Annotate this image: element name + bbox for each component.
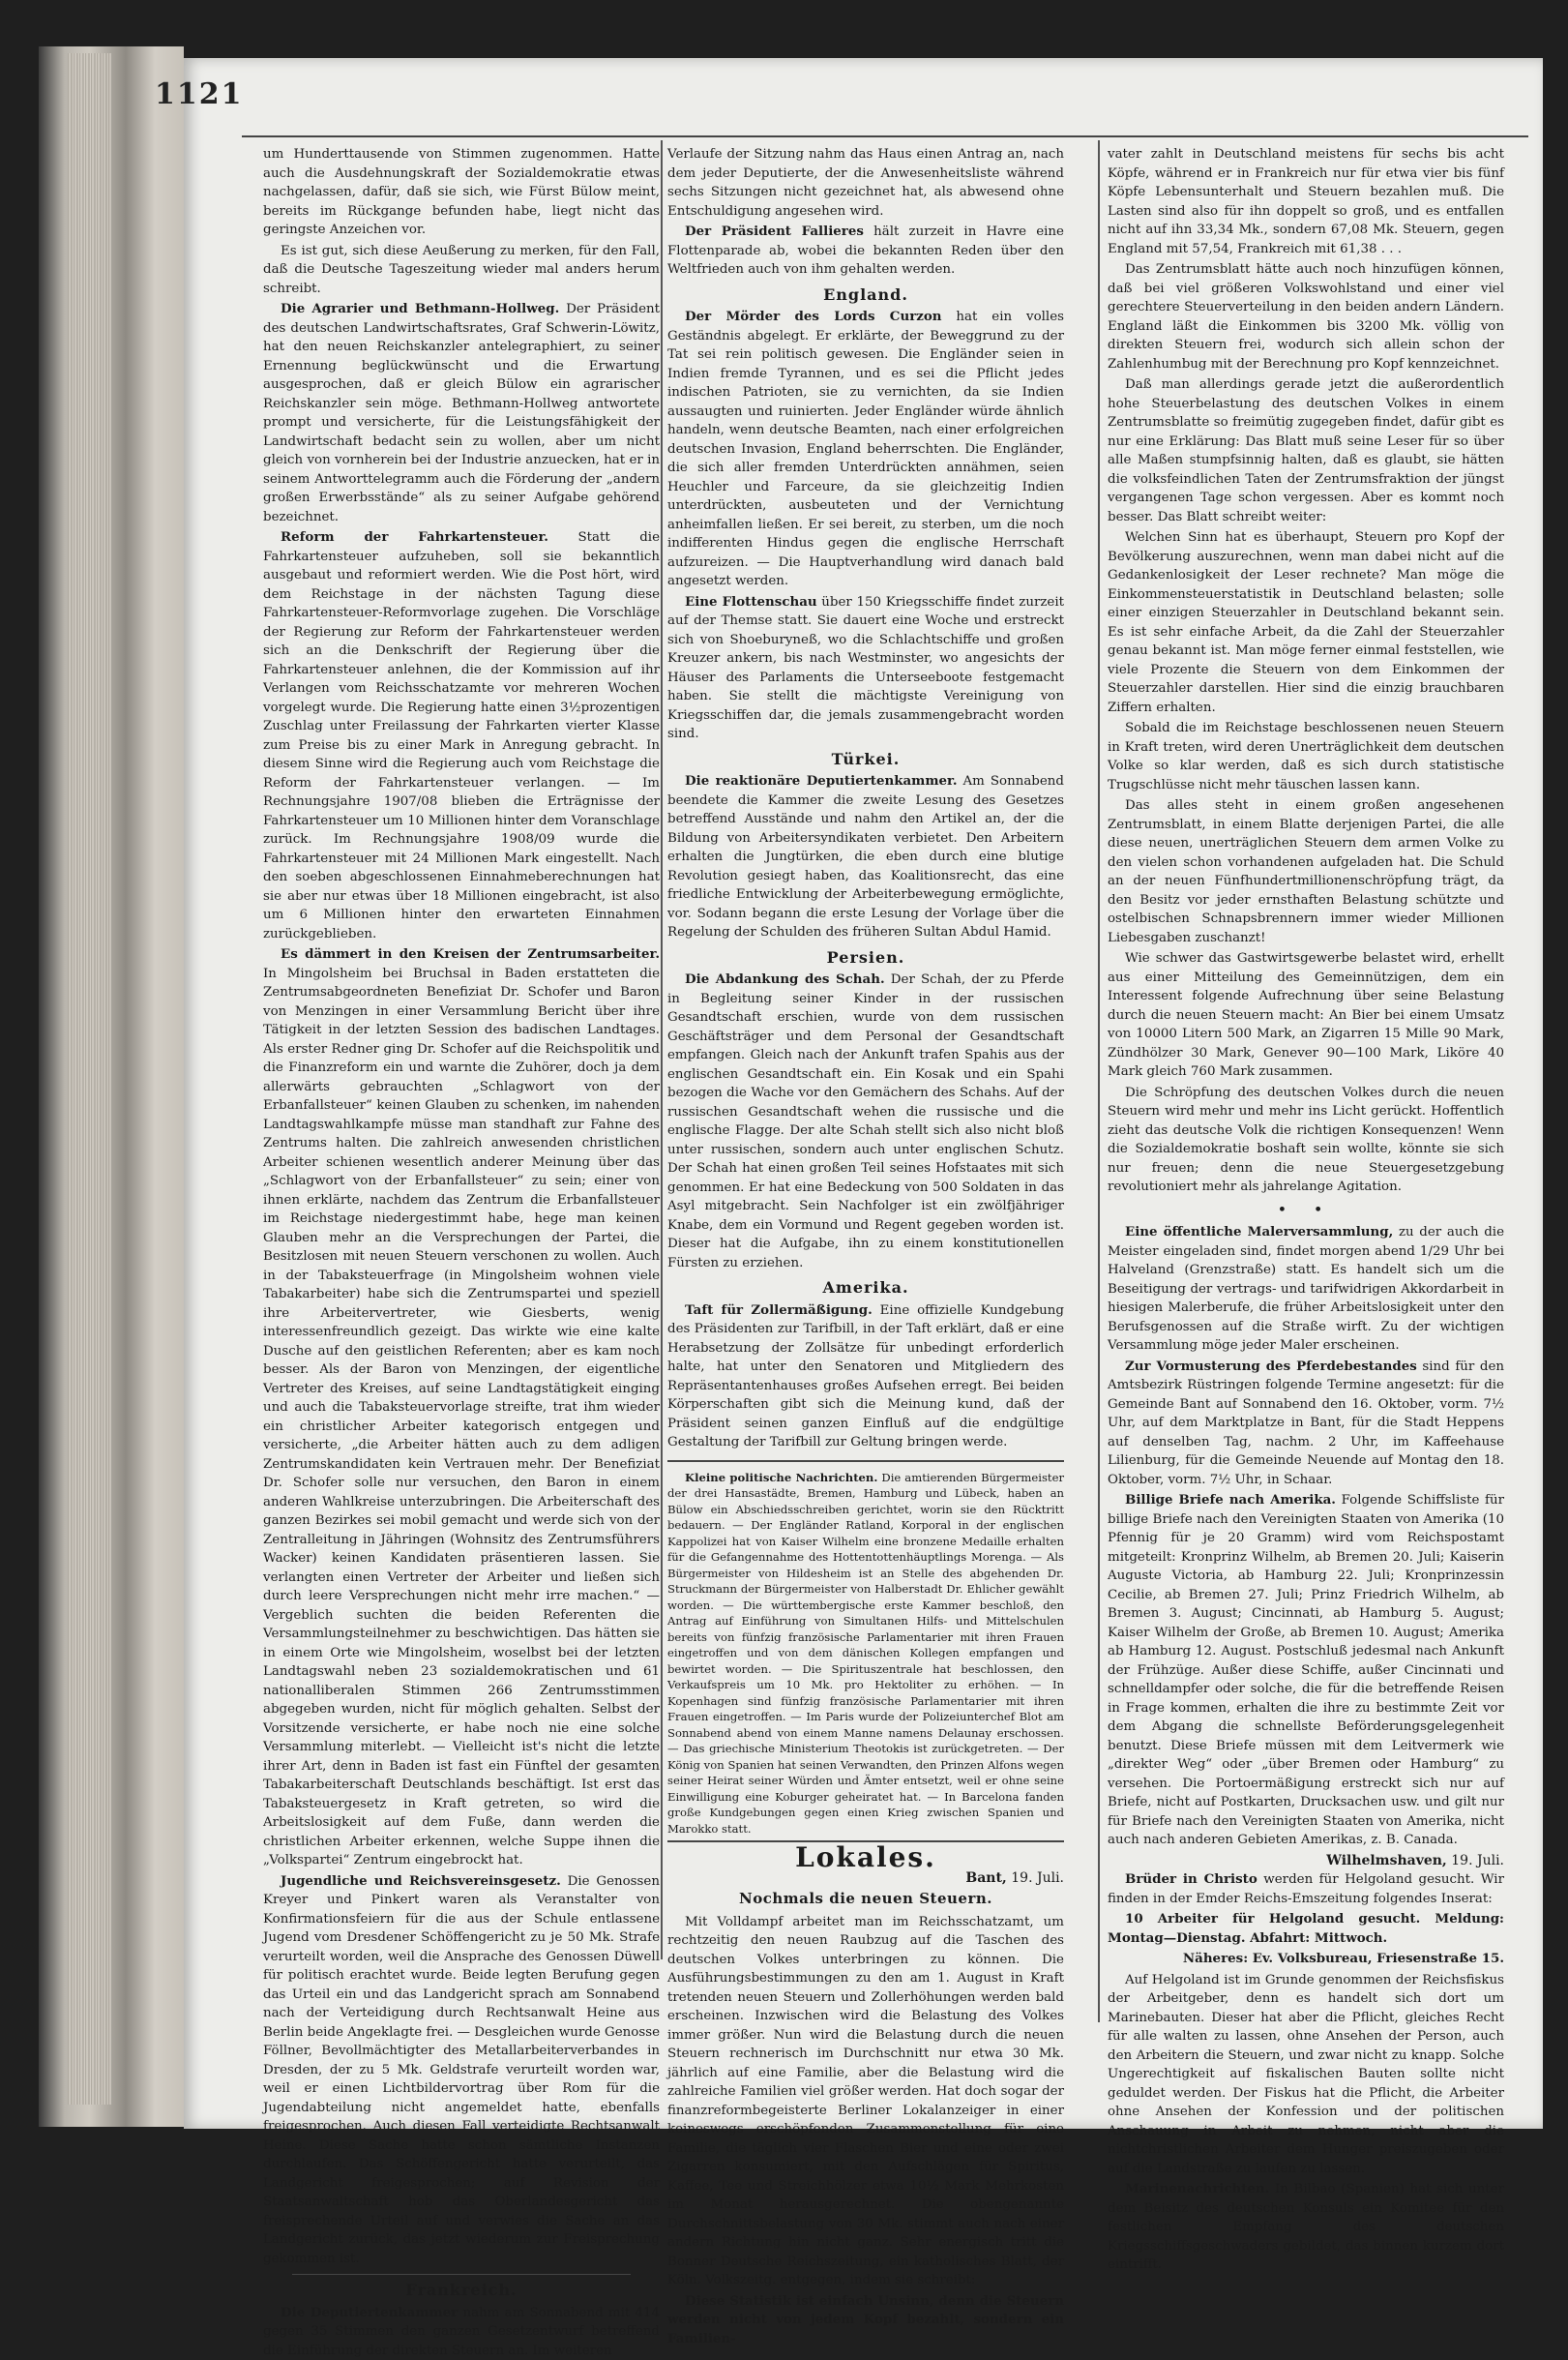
article-text: Die Genossen Kreyer und Pinkert waren als Veranstalter von Konfirmationsfeiern für die aus der Schule entlassene Jugend vom Dresdener Schöffengericht zu je 50 Mk. Strafe verurteilt worden, weil die Ansprache des Genossen Düwell für politisch erachtet wurde. Beide legten Berufung gegen das Urteil ein und das Landgericht sprach am Sonnabend nach der Verteidigung durch Rechtsanwalt Heine aus Berlin beide Angeklagte frei. — Desgleichen wurde Genosse Föllner, Bevollmächtigter des Metallarbeiterverbandes in Dresden, der zu 5 Mk. Geldstrafe verurteilt worden war, weil er einen Lichtbildervortrag über Rom für die Jugendabteilung nicht angemeldet hatte, ebenfalls freigesprochen. Auch diesen Fall verteidigte Rechtsanwalt Heine. Diese Sache hatte schon sämtliche Instanzen durchlaufen. Das Schöffengericht hatte verurteilt, das Landgericht freigesprochen; auf Revision der Staatsanwaltschaft hob das Oberlandesgericht das freisprechende Urteil auf und verwies die Sache an das Landgericht zurück, das jetzt wiederum zur Freisprechung gekommen ist. — [263, 1873, 660, 2266]
article-text: Der Präsident des deutschen Landwirtschaftsrates, Graf Schwerin-Löwitz, hat den neuen Reichskanzler antelegraphiert, zu seiner Ernennung beglückwünscht und die Erwartung ausgesprochen, daß er gleich Bülow ein agrarischer Reichskanzler sein möge. Bethmann-Hollweg antwortete prompt und versicherte, für die Leistungsfähigkeit der Landwirtschaft bedacht sein zu wollen, aber um nicht gleich von vornherein bei der Industrie anzuecken, hat er in seinem Antworttelegramm auch die Förderung der „andern großen Erwerbsstände“ als zu seiner Aufgabe gehörend bezeichnet. — [263, 302, 660, 524]
article-paragraph: Das alles steht in einem großen angesehenen Zentrumsblatt, in einem Blatte derjenigen Partei, die alle diese neuen, unerträglichen Steuern dem armen Volke zu den vielen schon vorhandenen aufgeladen hat. Die Schuld an der neuen Fünfhundertmillionenschröpfung trägt, da den Besitz vor jeder ernsthaften Belastung schützte und ostelbischen Schnapsbrennern immer wieder Millionen Liebesgaben zuschanzt! — [1108, 798, 1504, 945]
article-headline: Reform der Fahrkartensteuer. — [281, 529, 548, 545]
section-heading-amerika: Amerika. — [822, 1278, 909, 1297]
inserat-line: 10 Arbeiter für Helgoland gesucht. Meldung: Montag—Dienstag. Abfahrt: Mittwoch. — [1108, 1911, 1504, 1946]
column-rule-1 — [661, 140, 663, 1959]
separator-dots: • • — [1278, 1201, 1334, 1217]
article-text: über 150 Kriegsschiffe findet zurzeit auf der Themse statt. Sie dauert eine Woche und erstreckt sich von Shoeburyneß, wo die Schlachtschiffe und großen Kreuzer ankern, bis nach Westminster, wo angesichts der Häuser des Parlaments die Unterseeboote festgemacht haben. Sie stellt die mächtigste Vereinigung von Kriegsschiffen dar, die jemals zusammengebracht worden sind. — [667, 594, 1064, 741]
article-headline: Taft für Zollermäßigung. — [685, 1301, 873, 1318]
book-page-edges — [68, 53, 111, 2105]
article-continuation: um Hunderttausende von Stimmen zugenommen. Hatte auch die Ausdehnungskraft der Sozialdemokratie etwas nachgelassen, dafür, daß sie sich, wie Fürst Bülow meint, bereits im Rückgange befunden habe, liegt nicht das geringste Anzeichen vor. — [263, 147, 660, 237]
article-text: Mit Volldampf arbeitet man im Reichsschatzamt, um rechtzeitig den neuen Raubzug auf die Taschen des deutschen Volkes unterbringen zu können. Die Ausführungsbestimmungen zu den am 1. August in Kraft tretenden neuen Steuern und Zollerhöhungen werden bald erscheinen. Inzwischen wird die Belastung des Volkes immer größer. Nun wird die Belastung durch die neuen Steuern rechnerisch im Durchschnitt nur etwa 30 Mk. jährlich auf eine Familie, aber die Belastung wird die zahlreiche Familien viel größer werden. Hat doch sogar der finanzreformbegeisterte Berliner Lokalanzeiger in einer keineswegs erschöpfenden Zusammenstellung für eine Familie, die täglich vier Flaschen Bier und eine oder zwei Zigarren konsumiert, mit den Aufschlägen für Spiritus, Kaffee, Tee und Streichhölzer etwa 10½ Mark Mehrkosten im Monat herausgerechnet. Die obengenannte Durchschnittsbelastung von 30 Mk. stimmt auch nach einer andern Richtung hin nicht ganz. Sehr energisch tritt die Bonner Deutsche Reichszeitung, ein katholisches Blatt, der Köln. Volkszeitg. entgegen, indem sie schreibt: — [667, 1914, 1064, 2287]
article-paragraph: Daß man allerdings gerade jetzt die außerordentlich hohe Steuerbelastung des deutschen Volkes in einem Zentrumsblatte so freimütig zugegeben findet, dafür gibt es nur eine Erklärung: Das Blatt muß seine Leser für so über alle Maßen stumpfsinnig halten, daß es glaubt, sie hätten die volksfeindlichen Taten der Zentrumsfraktion der jüngst vergangenen Tage schon vergessen. Aber es kommt noch besser. Das Blatt schreibt weiter: — [1108, 377, 1504, 524]
article-text: Die amtierenden Bürgermeister der drei Hansastädte, Bremen, Hamburg und Lübeck, haben an Bülow ein Abschiedsschreiben gerichtet, worin sie den Rücktritt bedauern. — Der Engländer Ratland, Korporal in der englischen Kappolizei hat von Kaiser Wilhelm eine bronzene Medaille erhalten für die Gefangennahme des Hottentottenhäuptlings Morenga. — Als Bürgermeister von Hildesheim ist an Stelle des abgehenden Dr. Struckmann der Bürgermeister von Halberstadt Dr. Ehlicher gewählt worden. — Die württembergische erste Kammer beschloß, den Antrag auf Einführung von Simultanen Hilfs- und Mittelschulen bereits von fünfzig französische Parlamentarier mit ihren Frauen eingetroffen und von dem dänischen Kollegen empfangen und bewirtet worden. — Die Spirituszentrale hat beschlossen, den Verkaufspreis um 10 Mk. pro Hektoliter zu erhöhen. — In Kopenhagen sind fünfzig französische Parlamentarier mit ihren Frauen eingetroffen. — Im Paris wurde der Polizeiunterchef Blot am Sonnabend abend von einem Manne namens Delaunay erschossen. — Das griechische Ministerium Theotokis ist zurückgetreten. — Der König von Spanien hat seinen Verwandten, den Prinzen Alfons wegen seiner Heirat seiner Würden und Ämter entsetzt, weil er ohne seine Einwilligung eine Koburger geheiratet hat. — In Barcelona fanden große Kundgebungen gegen einen Krieg zwischen Spanien und Marokko statt. — [667, 1470, 1064, 1836]
article-headline: Marinenachrichten. — [1125, 2181, 1270, 2196]
article-headline-main: Nochmals die neuen Steuern. — [739, 1890, 992, 1907]
article-text: zu der auch die Meister eingeladen sind, findet morgen abend 1/29 Uhr bei Halveland (Grenzstraße) statt. Es handelt sich um die Beseitigung der vertrags- und tarifwidrigen Akkordarbeit in hiesigen Malerberufe, die früher Arbeitslosigkeit unter den Berufsgenossen auf die Straße wirft. Zu der wichtigen Versammlung möge jeder Maler erscheinen. — [1108, 1225, 1505, 1353]
article-continuation: Verlaufe der Sitzung nahm das Haus einen Antrag an, nach dem jeder Deputierte, der die Anwesenheitsliste während sechs Sitzungen nicht gezeichnet hat, als abwesend ohne Entschuldigung angesehen wird. — [667, 147, 1064, 219]
article-text: In Mingolsheim bei Bruchsal in Baden erstatteten die Zentrumsabgeordneten Benefiziat Dr. Schofer und Baron von Menzingen in einer Versammlung Bericht über ihre Tätigkeit in der letzten Session des badischen Landtages. Als erster Redner ging Dr. Schofer auf die Reichspolitik und die Finanzreform ein und warnte die Zuhörer, doch ja dem allerwärts gebrauchten „Schlagwort von der Erbanfallsteuer“ keinen Glauben zu schenken, im nahenden Landtagswahlkampfe müsse man standhaft zur Fahne des Zentrums halten. Die zahlreich anwesenden christlichen Arbeiter schienen wesentlich anderer Meinung über das „Schlagwort von der Erbanfallsteuer“ zu sein; einer von ihnen erklärte, nachdem das Zentrum die Erbanfallsteuer im Reichstage niedergestimmt habe, hege man keinen Glauben mehr an die Versprechungen der Partei, die Besitzlosen mit neuen Steuern verschonen zu wollen. Auch in der Tabaksteuerfrage (in Mingolsheim wohnen viele Tabakarbeiter) habe sich die Zentrumspartei und speziell ihre Arbeitervertreter, wie Giesberts, wenig interessenfreundlich gezeigt. Das wirkte wie eine kalte Dusche auf den geistlichen Referenten; aber es kam noch besser. Als der Baron von Menzingen, der eigentliche Vertreter des Kreises, auf seine Landtagstätigkeit einging und auch die Tabaksteuervorlage streifte, trat ihm wieder ein christlicher Arbeiter kategorisch entgegen und versicherte, „die Arbeiter hätten auch zu dem adligen Zentrumskandidaten kein Vertrauen mehr. Der Benefiziat Dr. Schofer solle nur versuchen, den Baron in einem anderen Wahlkreise unterzubringen. Die Arbeiterschaft des ganzen Bezirkes sei mobil gemacht und werde sich von der Zentralleitung in Jähringen (Wohnsitz des Zentrumsführers Wacker) keinen Kandidaten präsentieren lassen. Sie verlangten einen Vertreter der Arbeiter und ließen sich durch leere Versprechungen nicht mehr irre machen.“ — Vergeblich suchten die beiden Referenten die Versammlungsteilnehmer zu beschwichtigen. Das hätten sie in einem Orte wie Mingolsheim, woselbst bei der letzten Landtagswahl neben 23 sozialdemokratischen und 61 nationalliberalen Stimmen 266 Zentrumsstimmen abgegeben wurden, nicht für möglich gehalten. Selbst der Vorsitzende versicherte, er habe noch nie eine solche Versammlung miterlebt. — Vielleicht ist's nicht die letzte ihrer Art, denn in Baden ist fast ein Fünftel der gesamten Tabakarbeiterschaft Deutschlands beschäftigt. Ist erst das Tabaksteuergesetz in Kraft getreten, so wird die Arbeitslosigkeit auf dem Fuße, dann werden die christlichen Arbeiter erkennen, welche Suppe ihnen die „Volkspartei“ Zentrum eingebrockt hat. — [263, 966, 661, 1867]
article-text: Auf Helgoland ist im Grunde genommen der Reichsfiskus der Arbeitgeber, denn es handelt sich dort um Marinebauten. Dieser hat aber die Pflicht, gleiches Recht für alle walten zu lassen, ohne Ansehen der Person, auch den Arbeitern die Steuern, und zwar nicht zu knapp. Solche Ungerechtigkeit auf fiskalischen Bauten sollte nicht geduldet werden. Der Fiskus hat die Pflicht, die Arbeiter ohne Ansehen der Konfession und der politischen Anschauung in Arbeit zu nehmen, nicht aber die nichtchristlichen Arbeiter dem Hunger preiszugeben oder auf die Landstraße zu laufen zu lassen. — [1108, 1972, 1504, 2176]
article-headline: Billige Briefe nach Amerika. — [1125, 1492, 1336, 1508]
top-rule — [242, 135, 1528, 137]
article-text: In Bilbao (Spanien) hat sich unter dem Beisitz des deutschen Konsuls ein Komitee für den festlichen Empfang des deutschen Kriegsschiffsgeschwaders gebildet, das binnen kurzem dort eintrifft. — [1108, 2182, 1505, 2272]
article-text: nahm am Sonnabend mit 414 gegen 35 Stimmen den ganzen Gesetzentwurf betreffend die Einführung der direkten Steuern an. Im weiteren — [263, 2305, 661, 2358]
book-binding-edge — [39, 46, 184, 2127]
section-divider — [292, 2274, 631, 2275]
article-text: hat ein volles Geständnis abgelegt. Er erklärte, der Beweggrund zu der Tat sei rein politisch gewesen. Die Engländer seien in Indien fremde Tyrannen, und es sei die Pflicht jedes indischen Patrioten, sie zu vernichten, da sie Indien aussaugten und ruinierten. Jeder Engländer würde ähnlich handeln, wenn deutsche Beamten, nach einer erfolgreichen deutschen Invasion, England beherrschten. Die Engländer, die sich aller fremden Unterdrückten annähmen, seien Heuchler und Farceure, da sie gleichzeitig Indien unterdrückten, ausbeuteten und der Vernichtung anheimfallen ließen. Er sei bereit, zu sterben, um die noch indifferenten Hindus gegen die englische Herrschaft aufzureizen. — Die Hauptverhandlung wird danach bald angesetzt werden. — [667, 310, 1064, 588]
article-headline: Die Abdankung des Schah. — [685, 971, 885, 987]
article-headline: Es dämmert in den Kreisen der Zentrumsarbeiter. — [281, 946, 660, 962]
section-heading-frankreich: Frankreich. — [405, 2281, 518, 2299]
article-headline: Jugendliche und Reichsvereinsgesetz. — [281, 1872, 561, 1889]
section-heading-england: England. — [823, 284, 908, 304]
column-2 — [667, 145, 1064, 2346]
dateline-date: 19. Juli. — [1011, 1869, 1064, 1886]
article-headline: Eine Flottenschau — [685, 593, 817, 610]
page-number: 1121 — [155, 77, 244, 111]
article-headline: Brüder in Christo — [1125, 1871, 1257, 1887]
article-text: Der Schah, der zu Pferde in Begleitung seiner Kinder in der russischen Gesandtschaft erschien, wurde von dem russischen Geschäftsträger und dem Personal der Gesandtschaft empfangen. Gleich nach der Ankunft trafen Spahis aus der englischen Gesandtschaft ein. Ein Kosak und ein Spahi bezogen die Wache vor den Gemächern des Schahs. Auf der russischen Gesandtschaft wehen die russische und die englische Flagge. Der alte Schah stellt sich also nicht bloß unter russischen, sondern auch unter englischen Schutz. Der Schah hat einen großen Teil seines Hofstaates mit sich genommen. Er hat eine Bedeckung von 500 Soldaten in das Asyl mitgebracht. Sein Nachfolger ist ein zwölfjähriger Knabe, dem ein Vormund und Regent gegeben worden ist. Dieser hat die Aufgabe, ihn zu einem konstitutionellen Fürsten zu erziehen. — [667, 972, 1064, 1270]
article-headline: Eine öffentliche Malerversammlung, — [1125, 1224, 1394, 1240]
article-paragraph: Die Schröpfung des deutschen Volkes durch die neuen Steuern wird mehr und mehr ins Licht gerückt. Hoffentlich zieht das deutsche Volk die richtigen Konsequenzen! Wenn die Sozialdemokratie boshaft sein wollte, könnte sie sich nur freuen; denn die neue Steuergesetzgebung revolutioniert mehr als jahrelange Agitation. — [1108, 1085, 1504, 1194]
article-headline: Der Präsident Fallieres — [685, 224, 864, 239]
article-quote: Diese Statistik ist einfach Unsinn, denn die Steuern werden nicht von jedem Kopf bezahlt, sondern ein Familien- — [667, 2292, 1064, 2346]
article-text: Folgende Schiffsliste für billige Briefe nach den Vereinigten Staaten von Amerika (10 Pfennig für je 20 Gramm) wird vom Reichspostamt mitgeteilt: Kronprinz Wilhelm, ab Bremen 20. Juli; Kaiserin Auguste Victoria, ab Hamburg 22. Juli; Kronprinzessin Cecilie, ab Bremen 27. Juli; Prinz Friedrich Wilhelm, ab Bremen 3. August; Cincinnati, ab Hamburg 5. August; Kaiser Wilhelm der Große, ab Bremen 10. August; Amerika ab Hamburg 12. August. Postschluß jedesmal nach Ankunft der Frühzüge. Außer diese Schiffe, außer Cincinnati und schnelldampfer oder solche, die für die betreffende Reisen in Frage kommen, erhalten die ihre zu bestimmte Zeit vor dem Abgang die schnellste Beförderungsgelegenheit benutzt. Diese Briefe müssen mit dem Leitvermerk wie „direkter Weg“ oder „über Bremen oder Hamburg“ zu versehen. Die Portoermäßigung erstreckt sich nur auf Briefe, nicht auf Postkarten, Drucksachen usw. und gilt nur für Briefe nach den Vereinigten Staaten von Amerika, nicht auch nach anderen Gebieten Amerikas, z. B. Canada. — [1108, 1493, 1504, 1847]
article-continuation: vater zahlt in Deutschland meistens für sechs bis acht Köpfe, während er in Frankreich nur für etwa vier bis fünf Köpfe Lebensunterhalt und Steuern bezahlen muß. Die Lasten sind also für ihn doppelt so groß, und es entfallen nicht auf ihn 33,34 Mk., sondern 67,08 Mk. Steuern, gegen England mit 57,54, Frankreich mit 61,38 . . . — [1108, 147, 1504, 256]
column-3 — [1108, 145, 1505, 2272]
article-paragraph: Das Zentrumsblatt hätte auch noch hinzufügen können, daß bei viel größeren Volkswohlstand und einer viel gerechtere Steuerverteilung in den beiden andern Ländern. England läßt die Einkommen bis 3200 Mk. völlig von direkten Steuern frei, wodurch sich allein schon der Zahlenhumbug mit der Berechnung pro Kopf kennzeichnet. — [1108, 262, 1504, 372]
article-paragraph: Wie schwer das Gastwirtsgewerbe belastet wird, erhellt aus einer Mitteilung des Gemeinnützigen, dem ein Interessent folgende Aufrechnung über seine Belastung durch die neuen Steuern macht: An Bier bei einem Umsatz von 10000 Litern 500 Mark, an Zigarren 15 Mille 90 Mark, Zündhölzer 30 Mark, Genever 90—100 Mark, Liköre 40 Mark gleich 760 Mark zusammen. — [1108, 951, 1504, 1079]
article-paragraph: Es ist gut, sich diese Aeußerung zu merken, für den Fall, daß die Deutsche Tageszeitung wieder mal anders herum schreibt. — [263, 243, 660, 296]
article-text: werden für Helgoland gesucht. Wir finden in der Emder Reichs-Emszeitung folgendes Inserat: — [1108, 1872, 1504, 1906]
article-headline: Der Mörder des Lords Curzon — [685, 309, 942, 324]
article-text: sind für den Amtsbezirk Rüstringen folgende Termine angesetzt: für die Gemeinde Bant auf Sonnabend den 16. Oktober, vorm. 7½ Uhr, auf dem Marktplatze in Bant, für die Stadt Heppens auf denselben Tag, nachm. 2 Uhr, im Kaffeehause Lilienburg, für die Gemeinde Neuende auf Montag den 18. Oktober, vorm. 7½ Uhr, in Schaar. — [1108, 1359, 1504, 1487]
article-text: hält zurzeit in Havre eine Flottenparade ab, wobei die bekannten Reden über den Weltfrieden auch von ihm gehalten werden. — [667, 224, 1064, 277]
article-headline: Kleine politische Nachrichten. — [685, 1470, 878, 1484]
section-heading-lokales: Lokales. — [667, 1840, 1064, 1867]
article-paragraph: Sobald die im Reichstage beschlossenen neuen Steuern in Kraft treten, wird deren Unerträglichkeit dem deutschen Volke so klar werden, daß es sich durch statistische Trugschlüsse nicht mehr täuschen lassen kann. — [1108, 721, 1504, 792]
dateline — [1108, 1852, 1504, 1871]
article-headline: Zur Vormusterung des Pferdebestandes — [1125, 1358, 1417, 1374]
section-heading-persien: Persien. — [826, 947, 905, 967]
inserat-line: Näheres: Ev. Volksbureau, Friesenstraße 15. — [1182, 1951, 1504, 1966]
article-paragraph: Welchen Sinn hat es überhaupt, Steuern pro Kopf der Bevölkerung auszurechnen, wenn man dabei nicht auf die Gedankenlosigkeit der Leser rechnete? Man möge die Einkommensteuerstatistik in Deutschland belasten; solle einer einzigen Steuerzahler in Deutschland bekannt sein. Es ist sehr einfache Arbeit, da die Zahl der Steuerzahler genau bekannt ist. Man möge ferner einmal feststellen, wie viele Prozente die Steuern von dem Einkommen der Steuerzahler darstellen. Hier sind die einzig brauchbaren Ziffern erhalten. — [1108, 530, 1504, 715]
article-text: Eine offizielle Kundgebung des Präsidenten zur Tarifbill, in der Taft erklärt, daß er eine Herabsetzung der Zollsätze für unbedingt erforderlich halte, hat unter den Senatoren und Mitgliedern des Repräsentantenhauses großes Aufsehen erregt. Bei beiden Körperschaften gibt sich die Meinung kund, daß der Präsident seinen ganzen Einfluß auf die endgültige Gestaltung der Tarifbill zur Geltung bringen werde. — [667, 1302, 1064, 1449]
article-text: Am Sonnabend beendete die Kammer die zweite Lesung des Gesetzes betreffend Ausstände und nahm den Artikel an, der die Bildung von Arbeitersyndikaten verbietet. Den Arbeitern erhalten die Jungtürken, die eben durch eine blutige Revolution gesiegt haben, das Koalitionsrecht, das eine friedliche Entwicklung der Arbeiterbewegung ermöglichte, vor. Sodann begann die erste Lesung der Vorlage über die Regelung der Schulden des früheren Sultan Abdul Hamid. — [667, 774, 1064, 940]
article-headline: Die reaktionäre Deputiertenkammer. — [685, 773, 958, 789]
column-rule-2 — [1098, 140, 1100, 2022]
column-1 — [263, 145, 661, 2358]
section-divider — [667, 1460, 1064, 1462]
article-headline: Die Deputiertenkammer — [281, 2304, 459, 2320]
article-text: Statt die Fahrkartensteuer aufzuheben, soll sie bekanntlich ausgebaut und reformiert werden. Wie die Post hört, wird dem Reichstage in der nächsten Tagung diese Fahrkartensteuer-Reformvorlage zugehen. Die Vorschläge der Regierung zur Reform der Fahrkartensteuer werden sich an die Denkschrift der Regierung über die Fahrkartensteuer anlehnen, die der Kommission auf ihr Verlangen vom Reichsschatzamte vor mehreren Wochen vorgelegt wurde. Die Regierung hatte einen 3½prozentigen Zuschlag unter Freilassung der Fahrkarten vierter Klasse zum Preise bis zu einer Mark in Anregung gebracht. In diesem Sinne wird die Regierung auch vom Reichstage die Reform der Fahrkartensteuer verlangen. — Im Rechnungsjahre 1907/08 blieben die Erträgnisse der Fahrkartensteuer um 10 Millionen hinter dem Voranschlage zurück. Im Rechnungsjahre 1908/09 wurde die Fahrkartensteuer mit 24 Millionen Mark eingestellt. Nach den soeben abgeschlossenen Einnahmeberechnungen hat sie aber nur etwas über 18 Millionen eingebracht, ist also um 6 Millionen hinter den erwarteten Einnahmen zurückgeblieben. — [263, 530, 660, 941]
article-headline: Die Agrarier und Bethmann-Hollweg. — [281, 301, 560, 316]
dateline-place: Wilhelmshaven, — [1326, 1852, 1447, 1868]
dateline-date: 19. Juli. — [1451, 1852, 1504, 1868]
dateline-place: Bant, — [965, 1869, 1007, 1886]
section-heading-tuerkei: Türkei. — [831, 749, 901, 768]
